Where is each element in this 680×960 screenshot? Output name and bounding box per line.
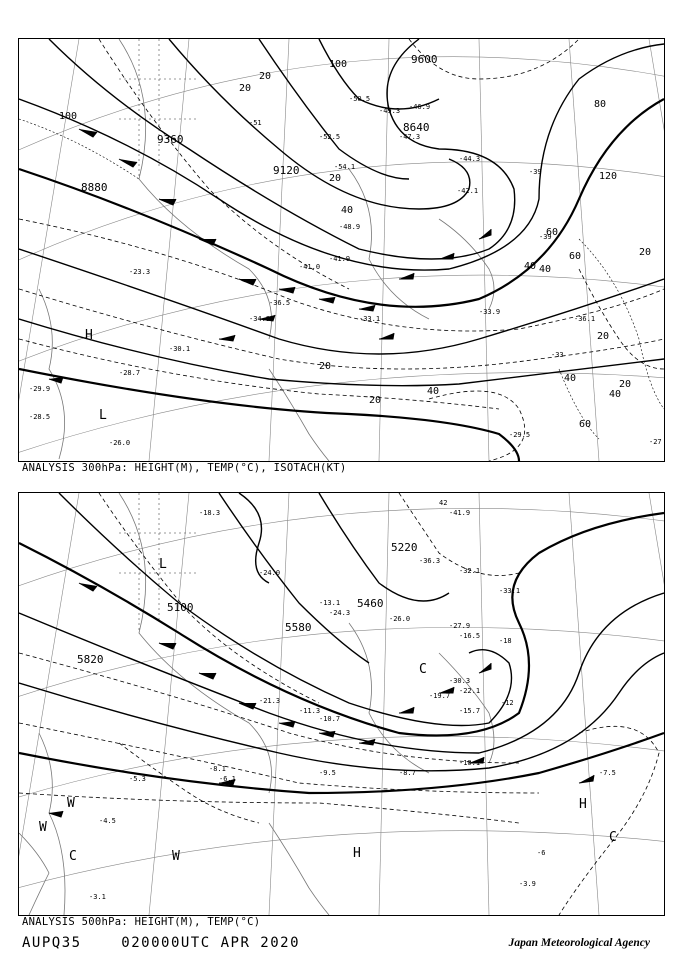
isotach-label: 40 [427, 386, 440, 397]
isotach-label: 20 [259, 71, 272, 82]
height-contour-label: 5100 [167, 601, 194, 614]
temperature-label: -33.1 [359, 315, 381, 323]
temperature-label: -41.9 [329, 255, 351, 263]
isotach-label: 20 [619, 379, 632, 390]
temperature-label: -41.0 [299, 263, 321, 271]
temperature-label: -52.5 [319, 133, 341, 141]
height-contour-label: 9360 [157, 133, 184, 146]
caption-300hpa: ANALYSIS 300hPa: HEIGHT(M), TEMP(°C), ISOTACH(KT) [22, 462, 347, 474]
temperature-label: -18 [499, 637, 512, 645]
temperature-label: -26.0 [389, 615, 411, 623]
isotach-label: 20 [597, 331, 610, 342]
isotach-label: 40 [609, 389, 622, 400]
isotach-label: 40 [524, 261, 537, 272]
isotach-label: 60 [579, 419, 592, 430]
pressure-center-label: C [69, 849, 77, 864]
temperature-label: -39 [539, 233, 552, 241]
chart-identifier-line [22, 935, 300, 951]
height-contours [19, 493, 664, 793]
temperature-label: -11.3 [299, 707, 321, 715]
temperature-label: -26.0 [109, 439, 131, 447]
map-500hpa-canvas [19, 493, 664, 915]
temperature-label: -33.9 [479, 308, 501, 316]
temperature-label: -3.9 [519, 880, 536, 888]
temperature-label: -4.5 [99, 817, 116, 825]
height-contour-label: 5220 [391, 541, 418, 554]
temperature-label: -22.1 [459, 687, 481, 695]
temperature-label: -34.9 [249, 315, 271, 323]
temperature-label: -24.3 [329, 609, 351, 617]
temperature-label: -27 [649, 438, 662, 446]
map-300hpa-canvas [19, 39, 664, 461]
pressure-center-label: L [159, 557, 167, 572]
temperature-label: -10.7 [319, 715, 341, 723]
isotach-label: 20 [319, 361, 332, 372]
agency-name: Japan Meteorological Agency [508, 937, 650, 949]
pressure-center-label: W [39, 820, 47, 835]
temperature-label: -29.9 [29, 385, 51, 393]
height-contour-label: 8640 [403, 121, 430, 134]
temperature-label: -33.1 [499, 587, 521, 595]
temperature-label: -6 [537, 849, 546, 857]
isotach-label: 40 [564, 373, 577, 384]
temperature-label: -39 [529, 168, 542, 176]
temperature-label: -50.5 [349, 95, 371, 103]
temperature-label: -41.9 [449, 509, 471, 517]
temperature-label: -30.1 [169, 345, 191, 353]
height-contour-label: 5460 [357, 597, 384, 610]
pressure-center-label: W [67, 796, 75, 811]
height-contour-label: 5580 [285, 621, 312, 634]
caption-500hpa: ANALYSIS 500hPa: HEIGHT(M), TEMP(°C) [22, 916, 261, 928]
pressure-center-label: L [99, 408, 107, 423]
temperature-label: -8.7 [399, 769, 416, 777]
temperature-label: 42 [439, 499, 448, 507]
chart-code: AUPQ35 [22, 935, 82, 951]
isotach-label: 20 [239, 83, 252, 94]
temperature-label: -48.9 [339, 223, 361, 231]
pressure-center-label: C [609, 830, 617, 845]
temperature-label: -36.3 [419, 557, 441, 565]
isotach-label: 100 [59, 111, 78, 122]
pressure-center-label: H [579, 797, 587, 812]
temperature-label: -36.1 [574, 315, 596, 323]
isotach-label: 40 [341, 205, 354, 216]
isotach-label: 60 [569, 251, 582, 262]
temperature-label: -8.1 [209, 765, 226, 773]
temperature-label: -3.1 [89, 893, 106, 901]
temperature-label: -18.3 [199, 509, 221, 517]
temperature-label: -6.1 [219, 775, 236, 783]
isotach-label: 40 [539, 264, 552, 275]
valid-time: 020000UTC APR 2020 [121, 935, 301, 951]
isotach-label: 100 [329, 59, 348, 70]
temperature-isotherms [19, 39, 664, 461]
temperature-label: -32.1 [459, 567, 481, 575]
isotach-label: 20 [329, 173, 342, 184]
wind-barbs [49, 129, 491, 383]
temperature-label: -23.3 [129, 268, 151, 276]
height-contours [19, 39, 664, 461]
graticule [19, 493, 664, 915]
temperature-label: -7.5 [599, 769, 616, 777]
temperature-label: -29.5 [509, 431, 531, 439]
temperature-label: -33 [551, 351, 564, 359]
temperature-label: -10.1 [459, 759, 481, 767]
temperature-label: -19.7 [429, 692, 451, 700]
temperature-label: -30.3 [449, 677, 471, 685]
pressure-center-label: C [419, 662, 427, 677]
temperature-label: -46.9 [409, 103, 431, 111]
temperature-label: -49.3 [379, 107, 401, 115]
temperature-label: -54.1 [334, 163, 356, 171]
temperature-label: -27.9 [449, 622, 471, 630]
temperature-label: -44.3 [459, 155, 481, 163]
isotach-label: 60 [546, 227, 559, 238]
temperature-label: -21.3 [259, 697, 281, 705]
temperature-label: -24.0 [259, 569, 281, 577]
temperature-label: -16.5 [459, 632, 481, 640]
temperature-label: -36.5 [269, 299, 291, 307]
temperature-label: -13.1 [319, 599, 341, 607]
temperature-label: -15.7 [459, 707, 481, 715]
pressure-center-label: H [85, 328, 93, 343]
temperature-label: -28.7 [119, 369, 141, 377]
pressure-center-label: W [172, 849, 180, 864]
map-500hpa [18, 492, 665, 916]
isotach-label: 80 [594, 99, 607, 110]
temperature-label: -51 [249, 119, 262, 127]
height-contour-label: 9120 [273, 164, 300, 177]
pressure-center-label: H [353, 846, 361, 861]
isotach-label: 120 [599, 171, 618, 182]
temperature-label: -5.3 [129, 775, 146, 783]
graticule [19, 39, 664, 461]
temperature-label: -12 [501, 699, 514, 707]
temperature-label: -28.5 [29, 413, 51, 421]
height-contour-label: 5820 [77, 653, 104, 666]
map-300hpa [18, 38, 665, 462]
isotach-label: 20 [639, 247, 652, 258]
temperature-label: -47.3 [399, 133, 421, 141]
temperature-label: -9.5 [319, 769, 336, 777]
height-contour-label: 8880 [81, 181, 108, 194]
temperature-label: -42.1 [457, 187, 479, 195]
height-contour-label: 9600 [411, 53, 438, 66]
isotach-label: 20 [369, 395, 382, 406]
